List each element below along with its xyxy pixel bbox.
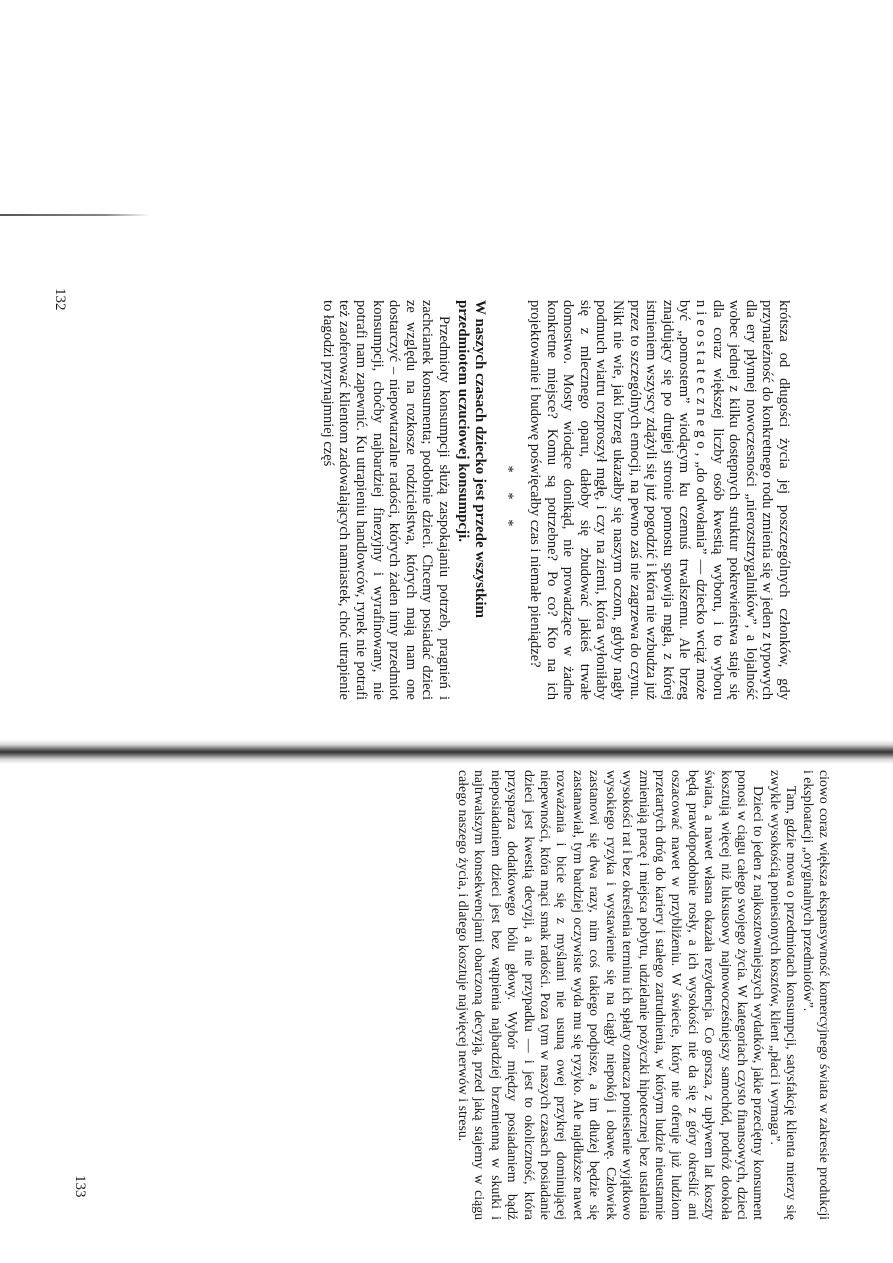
book-spine-shadow bbox=[0, 740, 893, 764]
right-paragraph-1: ciowo coraz większa ekspansywność komercyjnego świata w zakresie produkcji i eksploatacji „oryginalnych przedmiotów”. bbox=[800, 770, 832, 1220]
scan-edge-line bbox=[0, 214, 150, 216]
page-number-left: 132 bbox=[52, 288, 68, 311]
right-page-text bbox=[455, 770, 832, 1220]
left-paragraph-2: Przedmioty konsumpcji służą zaspokajaniu potrzeb, pragnień i zachcianek konsumenta; podobnie dzieci. Chcemy posiadać dzieci ze względu na rozkosze rodzicielstwa, których mają nam one dostarczyć – niepowtarzalne radości, których żaden inny przedmiot konsumpcji, choćby najbardziej finezyjny i wyrafinowany, nie potrafi nam zapewnić. Ku utrapieniu handlowców, rynek nie potrafi też zaoferować klientom zadowalających namiastek, choć utrapienie to łagodzi przynajmniej częś bbox=[319, 300, 452, 700]
right-paragraph-2: Tam, gdzie mowa o przedmiotach konsumpcji, satysfakcję klienta mierzy się zwykle wysokością poniesionych kosztów, klient „płaci i wymaga”. bbox=[767, 770, 800, 1220]
left-page-text bbox=[319, 300, 792, 700]
section-heading: W naszych czasach dziecko jest przede wszystkim przedmiotem uczuciowej konsumpcji. bbox=[454, 300, 488, 619]
section-separator: * * * bbox=[500, 465, 517, 535]
left-paragraph-1: krótsza od długości życia jej poszczególnych członków, gdy przynależność do konkretnego rodu zmienia się w jeden z typowych dla ery płynnej nowoczesności „nierozstrzygalników”, a lojalność wobec jednej z kilku dostępnych struktur pokrewieństwa staje się dla coraz większej liczby osób kwestią wyboru, i to wyboru nieostatecznego, „do odwołania” — dziecko wciąż może być „pomostem” wiodącym ku czemuś trwalszemu. Ale brzeg znajdujący się po drugiej stronie pomostu spowija mgła, z której istnieniem wszyscy zdążyli się już pogodzić i która nie wzbudza już przez to szczególnych emocji, na pewno zaś nie zagrzewa do czynu. Nikt nie wie, jaki brzeg ukazałby się naszym oczom, gdyby nagły podmuch wiatru rozproszył mgłę, i czy na ziemi, która wyłoniłaby się z mlecznego oparu, dałoby się zbudować jakieś trwałe domostwo. Mosty wiodące donikąd, nie prowadzące w żadne konkretne miejsce? Komu są potrzebne? Po co? Kto na ich projektowanie i budowę poświęcałby czas i niemałe pieniądze? bbox=[527, 300, 792, 700]
right-paragraph-3: Dzieci to jeden z najkosztowniejszych wydatków, jakie przeciętny konsument ponosi w ciągu całego swojego życia. W kategoriach czysto finansowych, dzieci kosztują więcej niż luksusowy najnowocześniejszy samochód, podróż dookoła świata, a nawet własna okazała rezydencja. Co gorsza, z upływem lat koszty będą prawdopodobnie rosły, a ich wysokości nie da się z góry określić ani oszacować nawet w przybliżeniu. W świecie, który nie oferuje już ludziom przetartych dróg do kariery i stałego zatrudnienia, w którym ludzie nieustannie zmieniają pracę i miejsca pobytu, udzielanie pożyczki hipotecznej bez ustalenia wysokości rat i bez określenia terminu ich spłaty oznacza poniesienie wyjątkowo wysokiego ryzyka i wystawienie się na ciągły niepokój i obawę. Człowiek zastanowi się dwa razy, nim coś takiego podpisze, a im dłużej będzie się zastanawiał, tym bardziej oczywiste wyda mu się ryzyko. Ale najdłuższe nawet rozważania i bicie się z myślami nie usuną owej przykrej dominującej niepewności, która mąci smak radości. Poza tym w naszych czasach posiadanie dzieci jest kwestią decyzji, a nie przypadku — i jest to okoliczność, która przysparza dodatkowego bólu głowy. Wybór między posiadaniem bądź nieposiadaniem dzieci jest bez wątpienia najbardziej brzemienną w skutki i najtrwalszym konsekwencjami obarczoną decyzją, przed jaką stajemy w ciągu całego naszego życia, i dlatego kosztuje najwięcej nerwów i stresu. bbox=[456, 770, 767, 1220]
page-number-right: 133 bbox=[72, 1175, 88, 1198]
